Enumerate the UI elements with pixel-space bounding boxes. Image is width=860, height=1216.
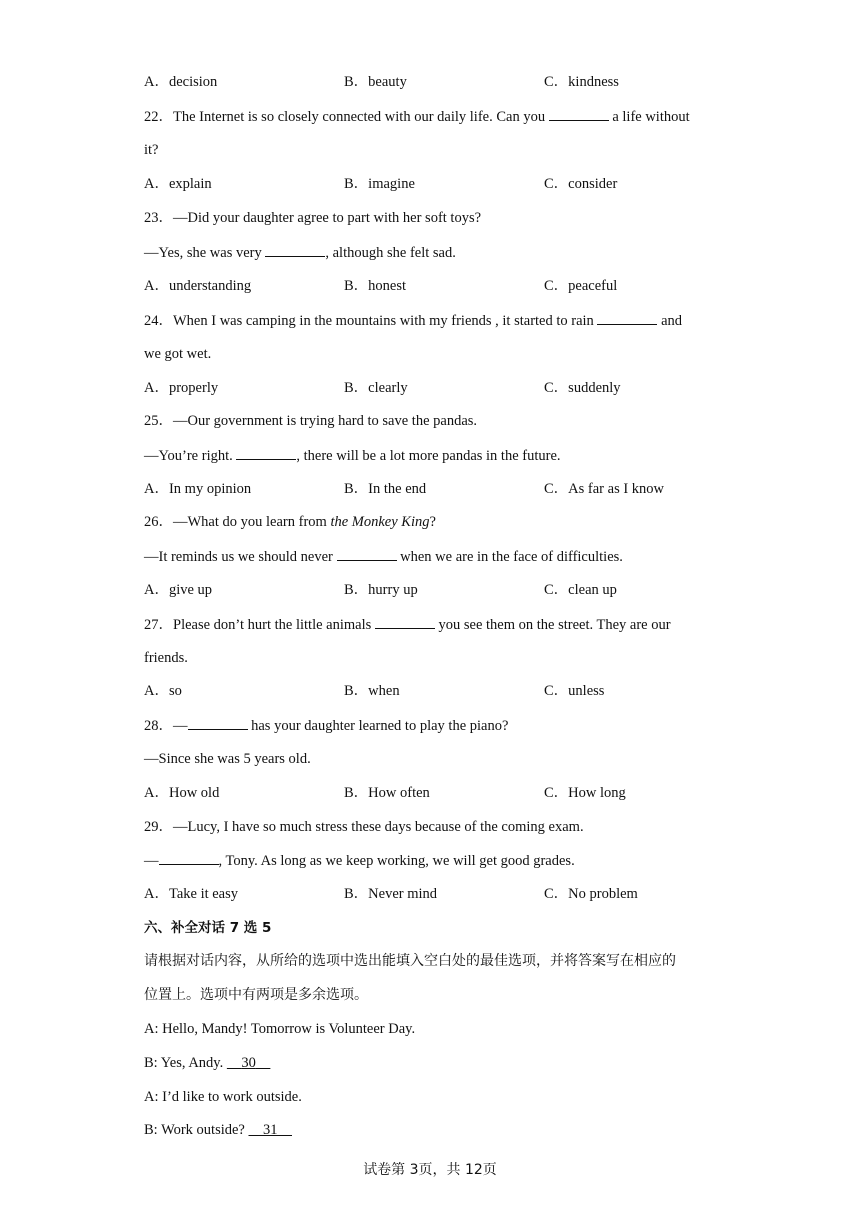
q27-options [144, 681, 764, 701]
q28-option-c: C．How long [544, 785, 626, 801]
q24-option-a: A．properly [144, 380, 219, 396]
q24-options [144, 378, 764, 398]
q22-stem-cont: it? [144, 142, 159, 158]
q25-option-b: B．In the end [344, 481, 427, 497]
q29-reply: — , Tony. As long as we keep working, we will get good grades. [144, 850, 575, 871]
q26-option-b: B．hurry up [344, 582, 418, 598]
q27-option-c: C．unless [544, 683, 605, 699]
section-instruction-cont: 位置上。选项中有两项是多余选项。 [144, 987, 368, 1003]
q22-option-b: B．imagine [344, 176, 415, 192]
q21-option-a: A．decision [144, 74, 218, 90]
q24-option-c: C．suddenly [544, 380, 621, 396]
q23-reply: —Yes, she was very , although she felt sad. [144, 242, 456, 263]
q25-reply: —You’re right. , there will be a lot more pandas in the future. [144, 445, 561, 466]
answer-blank [159, 850, 219, 865]
q23-option-c: C．peaceful [544, 278, 618, 294]
page-footer: 试卷第 3页，共 12页 [363, 1162, 497, 1178]
numbered-blank: 31 [263, 1122, 278, 1138]
q29-option-b: B．Never mind [344, 886, 438, 902]
q28-option-b: B．How often [344, 785, 430, 801]
q23-option-b: B．honest [344, 278, 407, 294]
q21-option-c: C．kindness [544, 74, 619, 90]
answer-blank [236, 445, 296, 460]
q26-options [144, 580, 764, 600]
q27-option-b: B．when [344, 683, 400, 699]
q25-option-a: A．In my opinion [144, 481, 252, 497]
q28-stem: 28．— has your daughter learned to play the piano? [144, 715, 508, 736]
q27-option-a: A．so [144, 683, 182, 699]
dialog-line: B: Work outside? 31 [144, 1120, 292, 1140]
q29-option-a: A．Take it easy [144, 886, 239, 902]
numbered-blank: 30 [241, 1055, 256, 1071]
section-heading: 六、补全对话 7 选 5 [144, 920, 272, 936]
answer-blank [597, 310, 657, 325]
q28-option-a: A．How old [144, 785, 220, 801]
q28-reply: —Since she was 5 years old. [144, 751, 311, 767]
q26-stem: 26．—What do you learn from the Monkey King? [144, 514, 436, 530]
q28-options [144, 783, 764, 803]
q21-option-b: B．beauty [344, 74, 407, 90]
q23-options [144, 276, 764, 296]
q26-reply: —It reminds us we should never when we are in the face of difficulties. [144, 546, 623, 567]
dialog-line: B: Yes, Andy. 30 [144, 1053, 270, 1073]
answer-blank [188, 715, 248, 730]
q26-option-a: A．give up [144, 582, 213, 598]
q25-options [144, 479, 764, 499]
q26-option-c: C．clean up [544, 582, 617, 598]
q22-option-c: C．consider [544, 176, 618, 192]
q22-options [144, 174, 764, 194]
q23-stem: 23．—Did your daughter agree to part with her soft toys? [144, 210, 482, 226]
q22-stem: 22．The Internet is so closely connected with our daily life. Can you a life without [144, 106, 690, 127]
q29-stem: 29．—Lucy, I have so much stress these days because of the coming exam. [144, 819, 584, 835]
q24-option-b: B．clearly [344, 380, 408, 396]
q24-stem-cont: we got wet. [144, 346, 212, 362]
q21-options [144, 72, 764, 92]
dialog-line: A: Hello, Mandy! Tomorrow is Volunteer Day. [144, 1021, 416, 1037]
q24-stem: 24．When I was camping in the mountains with my friends , it started to rain and [144, 310, 682, 331]
q29-options [144, 884, 764, 904]
q27-stem-cont: friends. [144, 650, 188, 666]
dialog-line: A: I’d like to work outside. [144, 1089, 302, 1105]
q22-option-a: A．explain [144, 176, 212, 192]
book-title: the Monkey King [330, 514, 430, 530]
q29-option-c: C．No problem [544, 886, 638, 902]
q23-option-a: A．understanding [144, 278, 252, 294]
q25-stem: 25．—Our government is trying hard to save the pandas. [144, 413, 478, 429]
answer-blank [375, 614, 435, 629]
q25-option-c: C．As far as I know [544, 481, 665, 497]
q27-stem: 27．Please don’t hurt the little animals you see them on the street. They are our [144, 614, 671, 635]
answer-blank [337, 546, 397, 561]
answer-blank [549, 106, 609, 121]
answer-blank [265, 242, 325, 257]
section-instruction: 请根据对话内容，从所给的选项中选出能填入空白处的最佳选项，并将答案写在相应的 [144, 953, 676, 969]
